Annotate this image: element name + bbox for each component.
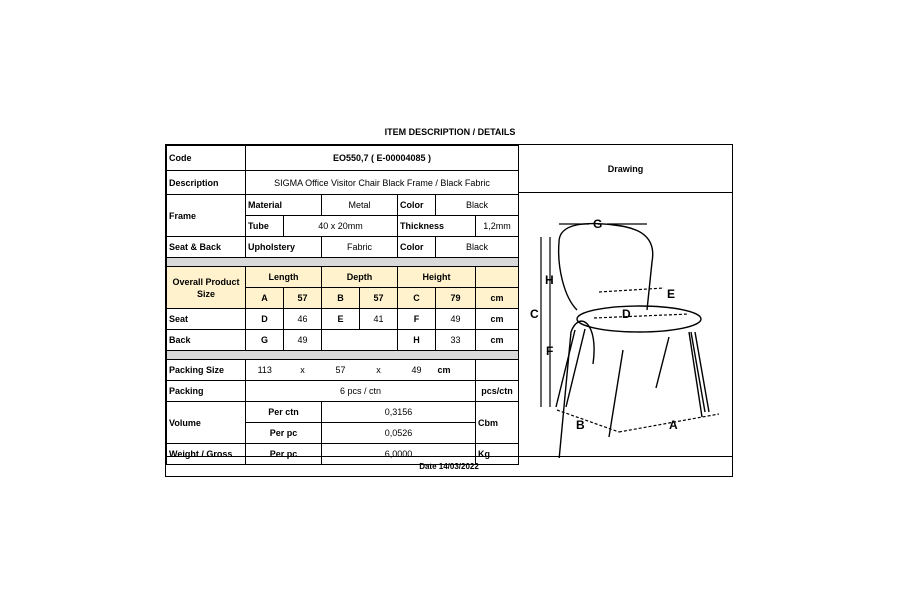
packing-size-blank (476, 360, 519, 381)
leg-right (691, 332, 705, 412)
chair-drawing (518, 192, 732, 457)
dim-g-value: 49 (284, 330, 322, 351)
spec-table (166, 145, 519, 465)
description-label: Description (167, 171, 246, 195)
code-value: EO550,7 ( E-00004085 ) (246, 146, 519, 171)
label-c: C (530, 307, 539, 321)
length-header: Length (246, 267, 322, 288)
label-g: G (593, 217, 603, 231)
seat-color-value: Black (436, 237, 519, 258)
weight-value: 6,0000 (322, 444, 476, 465)
back-label: Back (167, 330, 246, 351)
label-e: E (667, 287, 676, 301)
chair-illustration (519, 192, 733, 458)
dim-g-label: G (246, 330, 284, 351)
label-d: D (622, 307, 631, 321)
per-pc-value: 0,0526 (322, 423, 476, 444)
weight-per-pc-label: Per pc (246, 444, 322, 465)
dim-a-value: 57 (284, 288, 322, 309)
packing-height: 49 (398, 360, 436, 381)
packing-x1: x (284, 360, 322, 381)
weight-unit: Kg (476, 444, 519, 465)
packing-size-unit: cm (436, 360, 476, 381)
label-b: B (576, 418, 585, 432)
overall-size-label: Overall Product Size (167, 267, 246, 309)
packing-size-label: Packing Size (167, 360, 246, 381)
seat-unit: cm (476, 309, 519, 330)
dim-d-label: D (246, 309, 284, 330)
backrest-front-edge (559, 242, 577, 310)
packing-x2: x (360, 360, 398, 381)
frame-back-right (656, 337, 669, 388)
seat-outline (577, 306, 701, 332)
leg-left-inner (566, 329, 585, 407)
date-footer: Date 14/03/2022 (166, 456, 732, 476)
dim-f-value: 49 (436, 309, 476, 330)
dim-a-label: A (246, 288, 284, 309)
dim-b-line (557, 410, 619, 432)
packing-label: Packing (167, 381, 246, 402)
dim-e-label: E (322, 309, 360, 330)
per-ctn-label: Per ctn (246, 402, 322, 423)
backrest-outline (559, 224, 653, 310)
dim-h-value: 33 (436, 330, 476, 351)
dim-e-value: 41 (360, 309, 398, 330)
drawing-heading: Drawing (518, 145, 732, 193)
upholstery-value: Fabric (322, 237, 398, 258)
dim-h-label: H (398, 330, 436, 351)
back-unit: cm (476, 330, 519, 351)
dim-e-line (599, 288, 664, 292)
dim-c-value: 79 (436, 288, 476, 309)
volume-unit: Cbm (476, 402, 519, 444)
depth-header: Depth (322, 267, 398, 288)
packing-length: 113 (246, 360, 284, 381)
frame-color-value: Black (436, 195, 519, 216)
dim-f-label: F (398, 309, 436, 330)
packing-value: 6 pcs / ctn (246, 381, 476, 402)
seat-color-label: Color (398, 237, 436, 258)
packing-unit: pcs/ctn (476, 381, 519, 402)
seat-label: Seat (167, 309, 246, 330)
leg-right-inner (695, 332, 709, 412)
separator (167, 258, 519, 267)
frame-rear-left (559, 321, 594, 458)
separator (167, 351, 519, 360)
overall-unit: cm (476, 288, 519, 309)
description-value: SIGMA Office Visitor Chair Black Frame / Black Fabric (246, 171, 519, 195)
per-pc-label: Per pc (246, 423, 322, 444)
material-label: Material (246, 195, 322, 216)
dim-d-line (594, 314, 689, 318)
header-blank (476, 267, 519, 288)
label-h: H (545, 273, 554, 287)
height-header: Height (398, 267, 476, 288)
label-f: F (546, 344, 554, 358)
seat-back-label: Seat & Back (167, 237, 246, 258)
code-label: Code (167, 146, 246, 171)
label-a: A (669, 418, 678, 432)
tube-label: Tube (246, 216, 284, 237)
per-ctn-value: 0,3156 (322, 402, 476, 423)
frame-front-left (609, 350, 623, 437)
tube-value: 40 x 20mm (284, 216, 398, 237)
packing-width: 57 (322, 360, 360, 381)
dim-b-value: 57 (360, 288, 398, 309)
material-value: Metal (322, 195, 398, 216)
volume-label: Volume (167, 402, 246, 444)
weight-label: Weight / Gross (167, 444, 246, 465)
dim-c-label: C (398, 288, 436, 309)
dim-d-value: 46 (284, 309, 322, 330)
upholstery-label: Upholstery (246, 237, 322, 258)
back-blank (322, 330, 398, 351)
spec-sheet (165, 144, 733, 477)
thickness-label: Thickness (398, 216, 476, 237)
dim-b-label: B (322, 288, 360, 309)
frame-label: Frame (167, 195, 246, 237)
thickness-value: 1,2mm (476, 216, 519, 237)
document-title: ITEM DESCRIPTION / DETAILS (384, 127, 516, 137)
frame-color-label: Color (398, 195, 436, 216)
frame-front-right (689, 332, 702, 417)
